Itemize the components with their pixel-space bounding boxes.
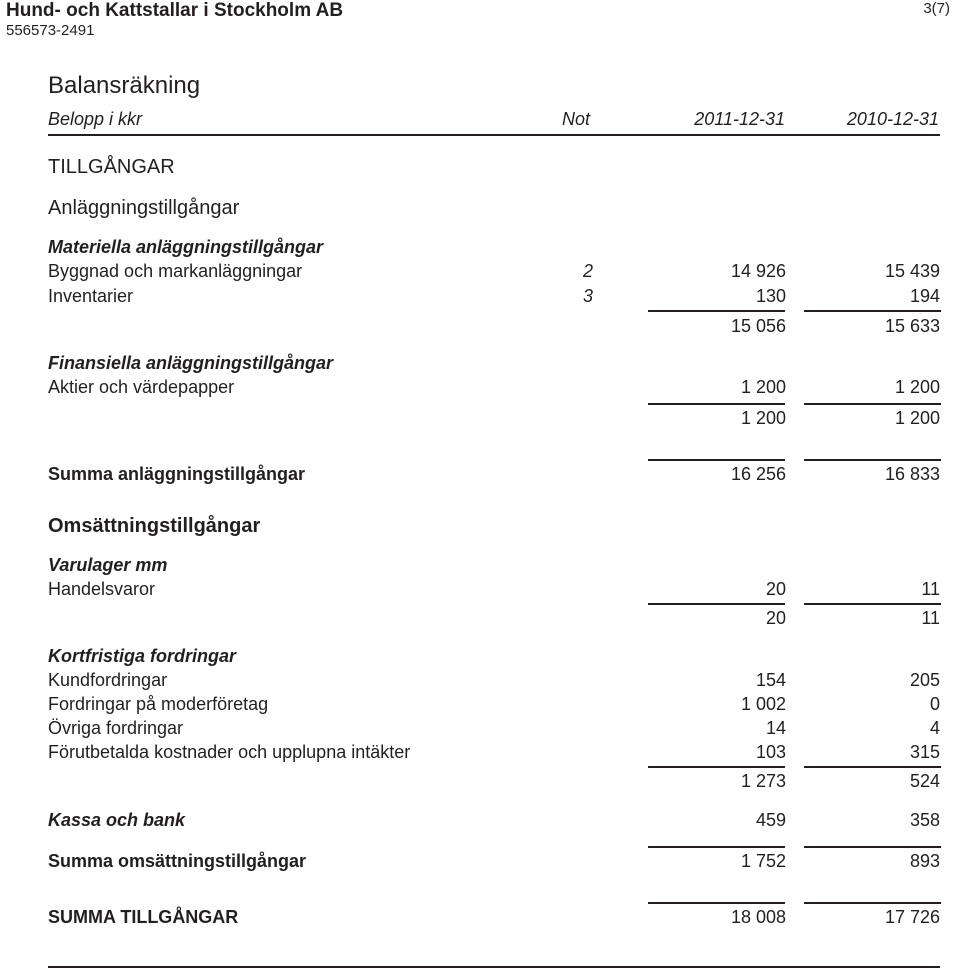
header-divider <box>48 134 940 136</box>
table-row <box>48 742 940 766</box>
row-label: Finansiella anläggningstillgångar <box>48 353 334 373</box>
row-label: SUMMA TILLGÅNGAR <box>48 907 239 927</box>
table-row <box>48 286 940 310</box>
total-rule <box>648 459 785 461</box>
row-value-2010: 11 <box>921 579 940 599</box>
column-header-label: Belopp i kkr <box>48 109 143 129</box>
subheading-varulager <box>48 555 940 579</box>
row-label: Kundfordringar <box>48 670 168 690</box>
row-label: Materiella anläggningstillgångar <box>48 237 324 257</box>
subtotal-row <box>48 316 940 340</box>
subtotal-rule <box>648 603 785 605</box>
table-row <box>48 377 940 401</box>
row-value-2011: 1 200 <box>740 377 786 397</box>
row-value-2011: 20 <box>765 579 786 599</box>
heading-omsattningstillgangar <box>48 515 940 539</box>
row-value-2011: 130 <box>755 286 786 306</box>
row-value-2011: 459 <box>755 810 786 830</box>
row-value-2010: 15 439 <box>884 261 940 281</box>
row-note: 3 <box>583 286 594 306</box>
row-label: Inventarier <box>48 286 134 306</box>
row-value-2011: 154 <box>755 670 786 690</box>
kassa-row <box>48 810 940 834</box>
row-value-2011: 1 752 <box>740 851 786 871</box>
row-label: Summa omsättningstillgångar <box>48 851 307 871</box>
row-value-2010: 893 <box>909 851 940 871</box>
row-label: Byggnad och markanläggningar <box>48 261 303 281</box>
table-row <box>48 670 940 694</box>
total-row <box>48 851 940 875</box>
column-header-note: Not <box>562 109 591 129</box>
row-value-2011: 14 926 <box>730 261 786 281</box>
table-row <box>48 579 940 603</box>
row-label: Förutbetalda kostnader och upplupna intäkter <box>48 742 411 762</box>
row-label: Kassa och bank <box>48 810 186 830</box>
row-value-2011: 1 002 <box>740 694 786 714</box>
row-value-2011: 1 273 <box>740 771 786 791</box>
footer-divider <box>48 966 940 968</box>
page-number: 3(7) <box>923 0 950 17</box>
org-number: 556573-2491 <box>6 22 95 39</box>
subtotal-rule <box>648 766 785 768</box>
subheading-kortfristiga <box>48 646 940 670</box>
heading-tillgangar <box>48 156 940 180</box>
row-value-2011: 14 <box>765 718 786 738</box>
subtotal-row <box>48 608 940 632</box>
subheading-finansiella <box>48 353 940 377</box>
row-value-2010: 11 <box>921 608 940 628</box>
column-header-year-2011: 2011-12-31 <box>694 109 785 129</box>
total-rule <box>648 846 785 848</box>
row-value-2011: 20 <box>765 608 786 628</box>
subtotal-rule <box>804 603 941 605</box>
row-label: Summa anläggningstillgångar <box>48 464 306 484</box>
row-value-2010: 524 <box>909 771 940 791</box>
total-row <box>48 464 940 488</box>
row-value-2010: 15 633 <box>884 316 940 336</box>
row-value-2011: 1 200 <box>740 408 786 428</box>
row-value-2010: 17 726 <box>884 907 940 927</box>
row-value-2010: 358 <box>909 810 940 830</box>
row-label: Fordringar på moderföretag <box>48 694 269 714</box>
subtotal-rule <box>648 403 785 405</box>
row-label: Anläggningstillgångar <box>48 197 240 219</box>
row-value-2011: 103 <box>755 742 786 762</box>
row-value-2010: 4 <box>929 718 940 738</box>
subtotal-rule <box>804 766 941 768</box>
subtotal-row <box>48 771 940 795</box>
table-row <box>48 261 940 285</box>
row-label: Aktier och värdepapper <box>48 377 235 397</box>
row-label: Övriga fordringar <box>48 718 184 738</box>
row-value-2010: 1 200 <box>894 408 940 428</box>
grand-total-row <box>48 907 940 931</box>
subtotal-rule <box>648 310 785 312</box>
row-label: TILLGÅNGAR <box>48 156 175 178</box>
row-value-2010: 0 <box>929 694 940 714</box>
row-value-2011: 16 256 <box>730 464 786 484</box>
row-value-2010: 315 <box>909 742 940 762</box>
grand-total-rule <box>804 902 941 904</box>
heading-anlaggningstillgangar <box>48 197 940 221</box>
table-row <box>48 718 940 742</box>
grand-total-rule <box>648 902 785 904</box>
row-value-2010: 205 <box>909 670 940 690</box>
subheading-materiella <box>48 237 940 261</box>
row-value-2010: 1 200 <box>894 377 940 397</box>
row-value-2011: 15 056 <box>730 316 786 336</box>
subtotal-rule <box>804 310 941 312</box>
row-label: Handelsvaror <box>48 579 156 599</box>
page-title: Balansräkning <box>48 72 201 99</box>
row-value-2010: 16 833 <box>884 464 940 484</box>
column-header-year-2010: 2010-12-31 <box>846 109 939 129</box>
row-note: 2 <box>583 261 594 281</box>
subtotal-row <box>48 408 940 432</box>
total-rule <box>804 846 941 848</box>
row-label: Varulager mm <box>48 555 168 575</box>
total-rule <box>804 459 941 461</box>
table-row <box>48 694 940 718</box>
row-value-2010: 194 <box>909 286 940 306</box>
row-label: Kortfristiga fordringar <box>48 646 237 666</box>
row-value-2011: 18 008 <box>730 907 786 927</box>
subtotal-rule <box>804 403 941 405</box>
row-label: Omsättningstillgångar <box>48 515 261 537</box>
company-name: Hund- och Kattstallar i Stockholm AB <box>6 0 344 21</box>
